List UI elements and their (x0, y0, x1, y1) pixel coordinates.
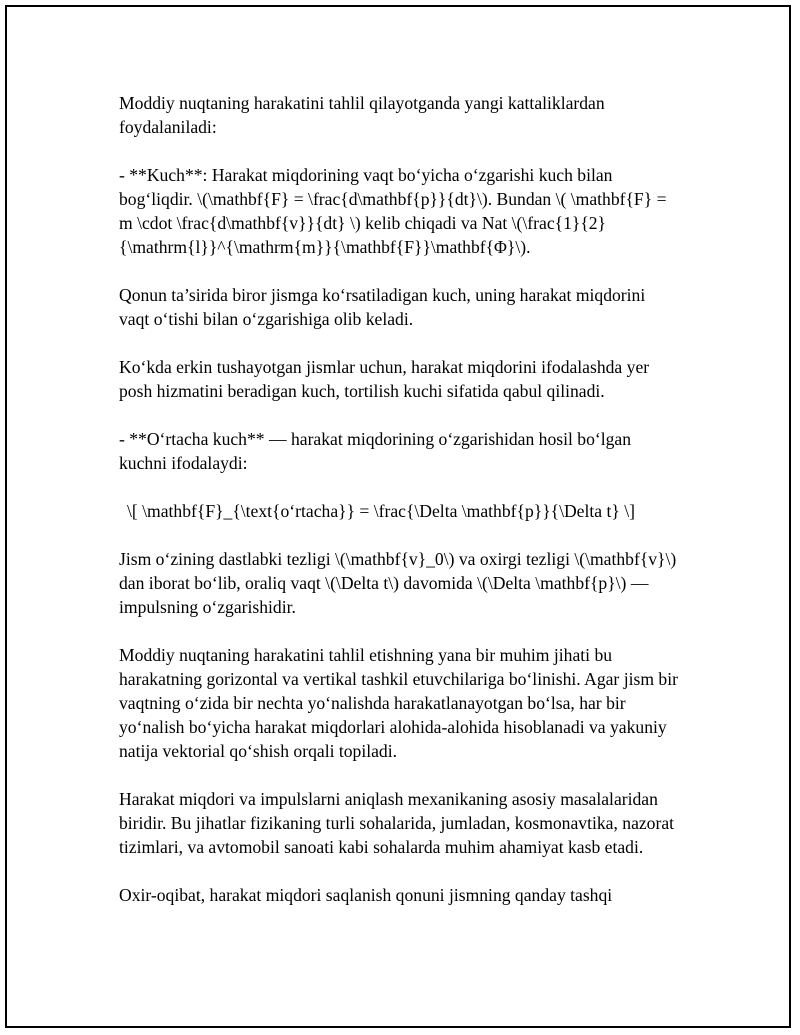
formula-ortacha-kuch: \[ \mathbf{F}_{\text{o‘rtacha}} = \frac{\Delta \mathbf{p}}{\Delta t} \] (127, 501, 635, 521)
paragraph-erkin-tushish: Ko‘kda erkin tushayotgan jismlar uchun, harakat miqdorini ifodalashda yer posh hizmatini beradigan kuch, tortilish kuchi sifatida qabul qilinadi. (119, 357, 650, 401)
paragraph-mexanika: Harakat miqdori va impulslarni aniqlash mexanikaning asosiy masalalaridan biridir. Bu jihatlar fizikaning turli sohalarida, jumladan, kosmonavtika, nazorat tizimlari, va avtomobil sanoati kabi sohalarda muhim ahamiyat kasb etadi. (119, 789, 675, 857)
paragraph-impuls: Jism o‘zining dastlabki tezligi \(\mathbf{v}_0\) va oxirgi tezligi \(\mathbf{v}\) dan iborat bo‘lib, oraliq vaqt \(\Delta t\) davomida \(\Delta \mathbf{p}\) — impulsning o‘zgarishidir. (119, 549, 677, 617)
paragraph-tashkil-etuvchilar: Moddiy nuqtaning harakatini tahlil etishning yana bir muhim jihati bu harakatning gorizontal va vertikal tashkil etuvchilariga bo‘linishi. Agar jism bir vaqtning o‘zida bir nechta yo‘nalishda harakatlanayotgan bo‘lsa, har bir yo‘nalish bo‘yicha harakat miqdorlari alohida-alohida hisoblanadi va yakuniy natija vektorial qo‘shish orqali topiladi. (119, 645, 678, 761)
paragraph-qonun: Qonun ta’sirida biror jismga ko‘rsatiladigan kuch, uning harakat miqdorini vaqt o‘tishi bilan o‘zgarishiga olib keladi. (119, 285, 646, 329)
document-page (5, 5, 791, 1028)
paragraph-ortacha-kuch: - **O‘rtacha kuch** — harakat miqdorining o‘zgarishidan hosil bo‘lgan kuchni ifodalaydi: (119, 429, 632, 473)
document-body (119, 91, 679, 931)
paragraph-kuch: - **Kuch**: Harakat miqdorining vaqt bo‘yicha o‘zgarishi kuch bilan bog‘liqdir. \(\mathbf{F} = \frac{d\mathbf{p}}{dt}\). Bundan \( \mathbf{F} = m \cdot \frac{d\mathbf{v}}{dt} \) kelib chiqadi va Nat \(\frac{1}{2}{\mathrm{l}}^{\mathrm{m}}{\mathbf{F}}\mathbf{Φ}\). (119, 165, 667, 257)
paragraph-intro: Moddiy nuqtaning harakatini tahlil qilayotganda yangi kattaliklardan foydalaniladi: (119, 93, 605, 137)
paragraph-oxir-oqibat: Oxir-oqibat, harakat miqdori saqlanish qonuni jismning qanday tashqi (119, 885, 613, 905)
